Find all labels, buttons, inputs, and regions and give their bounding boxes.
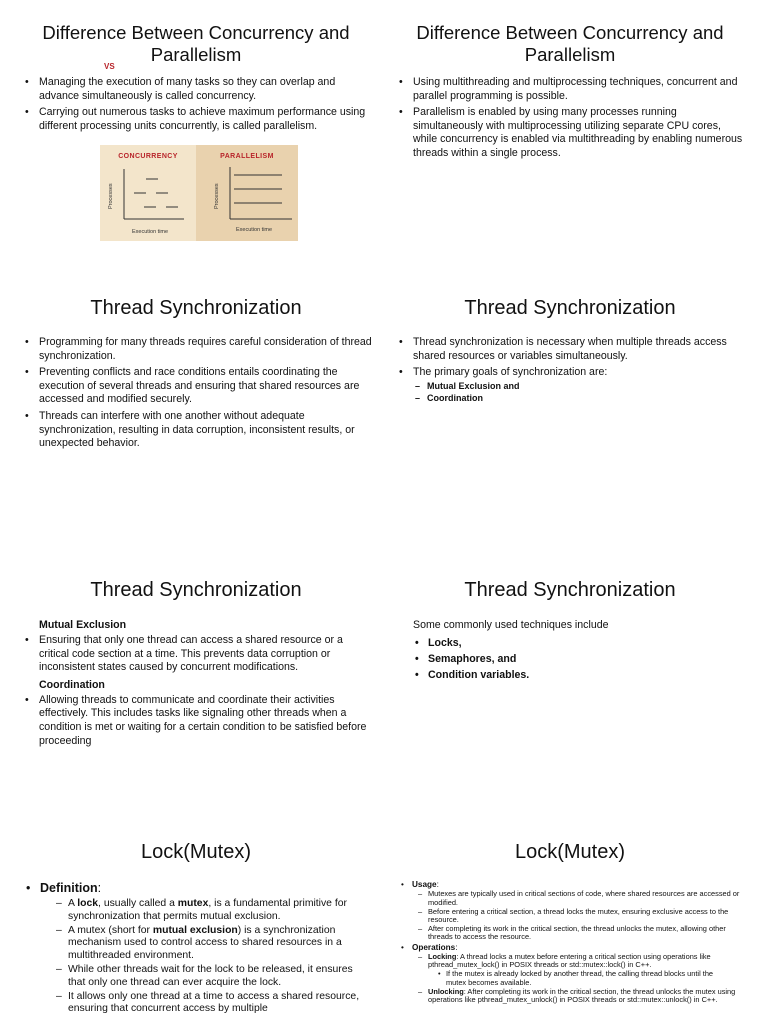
list-item: • Managing the execution of many tasks so they can overlap and advance simultaneously is called concurrency. — [39, 76, 374, 103]
slide-title: Thread Synchronization — [464, 297, 676, 319]
intro-text: Some commonly used techniques include — [413, 619, 609, 631]
sub-list — [428, 970, 744, 986]
list-item: – After completing its work in the critical section, the thread unlocks the mutex, allowing other threads to access the resource. — [428, 925, 744, 941]
list-item: • Threads can interfere with one another without adequate synchronization, resulting in data corruption, inconsistent results, or unexpected behavior. — [39, 410, 374, 451]
slide-lock-mutex-usage — [388, 834, 752, 1024]
operations-list — [388, 953, 752, 1004]
slide-title: Lock(Mutex) — [514, 841, 626, 863]
slide-concurrency-vs-parallelism-2 — [388, 18, 752, 280]
list-item: • Carrying out numerous tasks to achieve maximum performance using different processing units concurrently, is called parallelism. — [39, 106, 374, 133]
parallelism-label: PARALLELISM — [220, 153, 274, 161]
definition-heading — [40, 880, 378, 896]
parallelism-diagram — [196, 145, 298, 241]
x-axis-label: Execution time — [132, 229, 169, 236]
section-heading-coordination: Coordination — [39, 678, 105, 691]
bullet-list — [14, 336, 378, 451]
bullet-list — [14, 76, 378, 133]
slide-title: Thread Synchronization — [90, 297, 302, 319]
slide-thread-sync-3 — [14, 572, 378, 824]
bullet-list — [388, 336, 752, 404]
slide-title: Thread Synchronization — [90, 579, 302, 601]
y-axis-label: Processes — [108, 183, 114, 210]
list-item: • Thread synchronization is necessary when multiple threads access shared resources or variables simultaneously. — [413, 336, 748, 363]
list-item: – Mutexes are typically used in critical sections of code, where shared resources are accessed or modified. — [428, 890, 744, 906]
slide-title: Lock(Mutex) — [140, 841, 252, 863]
list-item — [413, 366, 748, 404]
list-item: • Semaphores, and — [428, 652, 752, 666]
vs-label: VS — [104, 62, 115, 71]
bullet-list — [14, 634, 378, 675]
list-item: • Ensuring that only one thread can access a shared resource or a critical code section at a time. This prevents data corruption or inconsistent states caused by concurrent modifications. — [39, 634, 374, 675]
concurrency-label: CONCURRENCY — [118, 153, 178, 161]
concurrency-diagram — [100, 145, 196, 241]
slide-concurrency-vs-parallelism-1 — [14, 18, 378, 280]
list-item: • Using multithreading and multiprocessing techniques, concurrent and parallel programming is possible. — [413, 76, 748, 103]
y-axis-label: Processes — [214, 183, 220, 210]
list-item: – Locking: A thread locks a mutex before entering a critical section using operations like pthread_mutex_lock() in POSIX threads or std::mutex::lock() in C++. • If the mutex is already locked by another thread, the calling thread blocks until the mutex becomes available. — [428, 953, 744, 987]
concurrency-panel — [100, 145, 196, 241]
list-item: – It allows only one thread at a time to access a shared resource, ensuring that concurrent access by multiple — [68, 991, 372, 1017]
slide-lock-mutex-definition — [14, 834, 378, 1024]
list-item: • Locks, — [428, 636, 752, 650]
list-item: • Preventing conflicts and race conditions entails coordinating the execution of several threads and ensuring that shared resources are accessed and modified securely. — [39, 366, 374, 407]
usage-list — [388, 890, 752, 941]
x-axis-label: Execution time — [236, 227, 273, 234]
slide-thread-sync-4 — [388, 572, 752, 824]
usage-heading: • Usage: — [412, 880, 752, 889]
goal-item: – Coordination — [427, 393, 748, 404]
list-item: – Unlocking: After completing its work in the critical section, the thread unlocks the mutex using operations like pthread_mutex_unlock() in POSIX threads or std::mutex::unlock() in C++. — [428, 988, 744, 1004]
list-item: • If the mutex is already locked by another thread, the calling thread blocks until the mutex becomes available. — [446, 970, 730, 986]
list-item: • Parallelism is enabled by using many processes running simultaneously with multiprocessing utilizing separate CPU cores, while concurrency is enabled via multithreading by enabling numerous threads within a single process. — [413, 106, 748, 160]
list-item: • Condition variables. — [428, 668, 752, 682]
list-item-text: The primary goals of synchronization are: — [413, 366, 608, 379]
slide-thread-sync-1 — [14, 290, 378, 562]
techniques-list — [388, 636, 752, 682]
list-item: • Allowing threads to communicate and coordinate their activities effectively. This includes tasks like signaling other threads when a condition is met or waiting for a certain condition to be satisfied before proceeding — [39, 694, 374, 748]
bullet-list — [388, 76, 752, 161]
goal-item: – Mutual Exclusion and — [427, 381, 748, 392]
slide-title: Thread Synchronization — [464, 579, 676, 601]
list-item: • Programming for many threads requires careful consideration of thread synchronization. — [39, 336, 374, 363]
section-heading-mutual-exclusion: Mutual Exclusion — [39, 619, 127, 631]
bullet-list — [14, 694, 378, 748]
slide-title: Difference Between Concurrency and Parallelism — [42, 22, 350, 65]
list-item: – Before entering a critical section, a thread locks the mutex, ensuring exclusive access to the resource. — [428, 908, 744, 924]
usage-section — [388, 880, 752, 1004]
list-item: – A lock, usually called a mutex, is a fundamental primitive for synchronization that permits mutual exclusion. — [68, 898, 372, 924]
definition-colon: : — [97, 881, 102, 895]
slide-thread-sync-2 — [388, 290, 752, 562]
definition-label: Definition — [40, 881, 98, 895]
definition-list — [14, 898, 378, 1016]
list-item: – A mutex (short for mutual exclusion) is a synchronization mechanism used to control access to shared resources in a multithreaded environment. — [68, 925, 372, 963]
slide-title: Difference Between Concurrency and Parallelism — [416, 22, 724, 65]
operations-heading: • Operations: — [412, 943, 752, 952]
parallelism-panel — [196, 145, 298, 241]
goals-list — [413, 381, 748, 404]
list-item: – While other threads wait for the lock to be released, it ensures that only one thread can ever acquire the lock. — [68, 964, 372, 990]
